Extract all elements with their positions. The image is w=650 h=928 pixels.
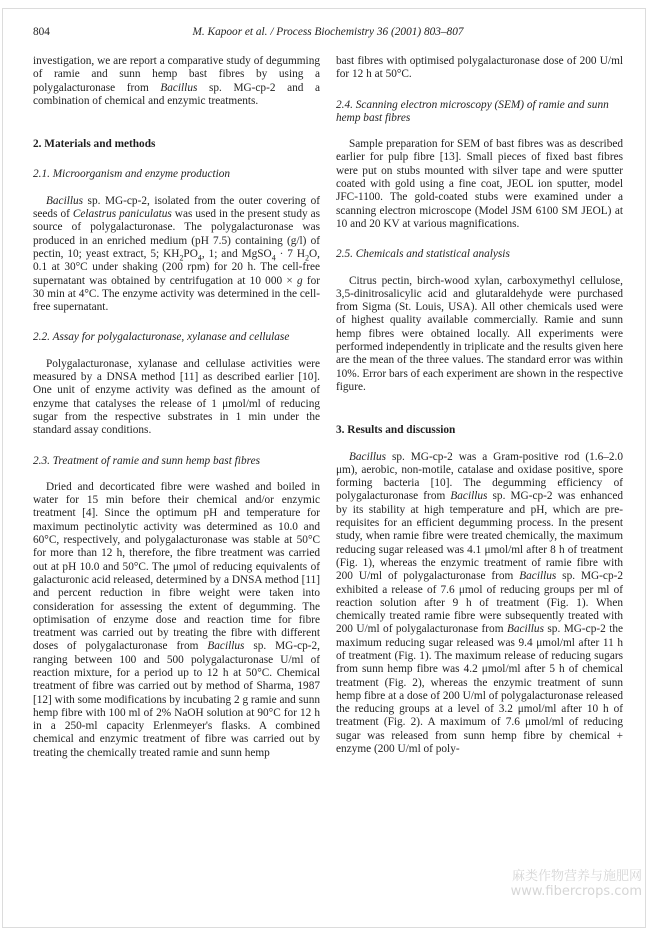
watermark-site-name: 麻类作物营养与施肥网 (511, 869, 642, 884)
section-2-4-heading: 2.4. Scanning electron microscopy (SEM) of ramie and sunn hemp bast fibres (336, 98, 609, 124)
left-column (33, 55, 320, 760)
right-column (336, 55, 623, 760)
section-3-paragraph: Bacillus sp. MG-cp-2 was a Gram-positive rod (1.6–2.0 μm), aerobic, non-motile, catalase and oxidase positive, spore forming bacteria [10]. The degumming efficiency of polygalacturonase from Bacillus sp. MG-cp-2 was enhanced by its stability at high temperature and pH, which are pre-requisites for an efficient degumming process. In the present study, when ramie fibre were treated chemically, the maximum reducing sugar released was 4.1 μmol/ml after 8 h of treatment (Fig. 1), whereas the enzymic treatment of ramie fibre with 200 U/ml of polygalacturonase from Bacillus sp. MG-cp-2 exhibited a release of 7.6 μmol of reducing groups per ml of reaction solution after 9 h of treatment (Fig. 1). When chemically treated ramie fibre were subsequently treated with 200 U/ml of polygalacturonase from Bacillus sp. MG-cp-2 the maximum reducing sugar released was 9.4 μmol/ml after 11 h of treatment (Fig. 1). The maximum release of reducing sugars from sunn hemp fibre was 4.2 μmol/ml after 5 h of chemical treatment (Fig. 2), whereas the enzymic treatment of sunn hemp fibre at a dose of 200 U/ml of polygalacturonase released the reducing groups at a level of 3.2 μmol/ml after 10 h of treatment (Fig. 2). A maximum of 7.6 μmol/ml of reducing sugar was released from sunn hemp fibre by chemical + enzyme (200 U/ml of poly- (336, 450, 624, 756)
section-2-1-paragraph: Bacillus sp. MG-cp-2, isolated from the outer covering of seeds of Celastrus paniculatus was used in the present study as source of polygalacturonase. The polygalacturonase was produced in an enriched medium (pH 7.5) containing (g/l) of pectin, 10; yeast extract, 5; $KH_2PO_4$, 1; and MgSO$_4$ · 7 $H_2O$, 0.1 at 30°C under shaking (200 rpm) for 20 h. The cell-free supernatant was obtained by centrifugation at 10 000 × g for 30 min at 4°C. The enzyme activity was determined in the cell-free supernatant. (33, 194, 321, 314)
section-2-3-paragraph: Dried and decorticated fibre were washed and boiled in water for 15 min before their chemical and/or enzymic treatment [4]. Since the optimum pH and temperature for maximum pectinolytic activity was determined as 10.0 and 60°C, respectively, and polygalacturonase was stable at 50°C for more than 12 h, therefore, the fibre treatment was carried out at pH 10.0 and 50°C. The μmol of reducing equivalents of galacturonic acid released, determined by a DNSA method [11] and percent reduction in fibre weight were taken into consideration for assessing the extent of degumming. The optimisation of enzyme dose and reaction time for fibre treatment was carried out by treating the fibre with different doses of polygalacturonase from Bacillus sp. MG-cp-2, ranging between 100 and 500 polygalacturonase U/ml of reaction mixture, for a period up to 12 h at 50°C. Chemical treatment of fibre was carried out by method of Sharma, 1987 [12] with some modifications by incubating 2 g ramie and sunn hemp fibre with 100 ml of 2% NaOH solution at 90°C for 12 h in a 250-ml capacity Erlenmeyer's flasks. A combined chemical and enzymic treatment of fibre was carried out by treating the chemically treated ramie and sunn hemp (33, 480, 320, 759)
two-column-body (33, 55, 623, 760)
section-2-5-heading: 2.5. Chemicals and statistical analysis (336, 248, 510, 261)
section-2-heading: 2. Materials and methods (33, 138, 156, 151)
page-header (33, 26, 623, 38)
section-2-3-heading: 2.3. Treatment of ramie and sunn hemp bast fibres (33, 454, 260, 467)
section-2-4-paragraph: Sample preparation for SEM of bast fibres was as described earlier for pulp fibre [13]. Small pieces of fixed bast fibres were put on stubs mounted with silver tape and were sputter coated with gold using a fine coat, JEOL ion sputter, model JFC-1100. The gold-coated stubs were examined under a scanning electron microscope (Model JSM 6100 SM JEOL) at 10 and 20 KV at various magnifications. (336, 138, 623, 230)
page-number: 804 (33, 26, 50, 38)
section-2-2-paragraph: Polygalacturonase, xylanase and cellulase activities were measured by a DNSA method [11] as described earlier [10]. One unit of enzyme activity was defined as the amount of enzyme that catalyses the release of 1 μmol/ml of reducing sugar from the respective substrates in 1 min under the standard assay conditions. (33, 357, 320, 437)
section-2-2-heading: 2.2. Assay for polygalacturonase, xylanase and cellulase (33, 331, 290, 344)
running-head: M. Kapoor et al. / Process Biochemistry 36 (2001) 803–807 (192, 26, 464, 38)
section-2-5-paragraph: Citrus pectin, birch-wood xylan, carboxymethyl cellulose, 3,5-dinitrosalicylic acid and glutaraldehyde were purchased from Sigma (St. Louis, USA). All other chemicals used were of highest quality available commercially. Ramie and sunn hemp fibres were obtained locally. All experiments were performed independently in triplicate and the results given here are the mean of the three values. The standard error was within 10%. Error bars of each experiment are shown in the respective figure. (336, 274, 624, 393)
watermark (511, 869, 642, 899)
section-3-heading: 3. Results and discussion (336, 424, 456, 437)
section-2-3-continuation-paragraph: bast fibres with optimised polygalacturonase dose of 200 U/ml for 12 h at 50°C. (336, 55, 623, 81)
intro-continuation-paragraph: investigation, we are report a comparative study of degumming of ramie and sunn hemp bast fibres by using a polygalacturonase from Bacillus sp. MG-cp-2 and a combination of chemical and enzymic treatments. (33, 55, 320, 107)
watermark-url: www.fibercrops.com (510, 884, 642, 899)
section-2-1-heading: 2.1. Microorganism and enzyme production (33, 168, 231, 181)
